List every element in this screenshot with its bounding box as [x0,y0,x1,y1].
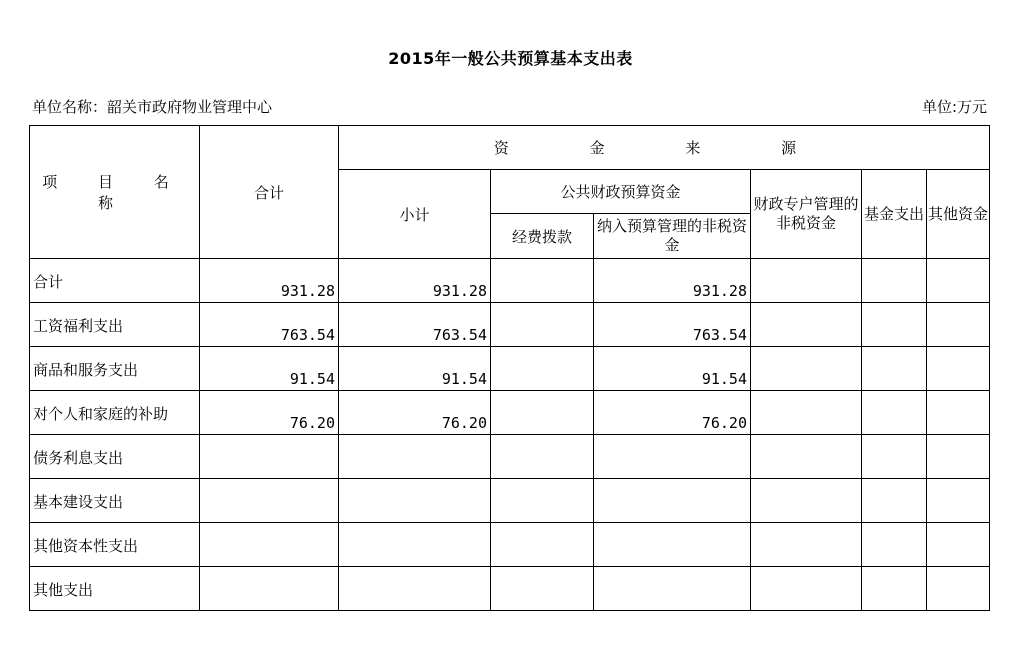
row-label: 工资福利支出 [30,303,200,347]
cell-fund-expense [862,523,927,567]
header-appropriation: 经费拨款 [491,214,594,259]
cell-fund-expense [862,435,927,479]
cell-special-nontax [751,567,862,611]
cell-appropriation [491,479,594,523]
cell-budget-nontax: 76.20 [594,391,751,435]
cell-fund-expense [862,259,927,303]
unit-name: 单位名称：韶关市政府物业管理中心 [32,98,273,116]
cell-subtotal [339,567,491,611]
row-label: 合计 [30,259,200,303]
cell-subtotal [339,435,491,479]
cell-fund-expense [862,567,927,611]
cell-total: 91.54 [200,347,339,391]
cell-budget-nontax [594,523,751,567]
cell-budget-nontax: 763.54 [594,303,751,347]
cell-budget-nontax [594,567,751,611]
cell-subtotal: 763.54 [339,303,491,347]
cell-budget-nontax: 931.28 [594,259,751,303]
cell-total [200,479,339,523]
page-title: 2015年一般公共预算基本支出表 [388,49,633,68]
table-row [30,479,990,523]
row-label: 商品和服务支出 [30,347,200,391]
cell-other-fund [927,479,990,523]
cell-total: 931.28 [200,259,339,303]
header-budget-nontax: 纳入预算管理的非税资金 [594,214,751,259]
row-label: 对个人和家庭的补助 [30,391,200,435]
table-row [30,347,990,391]
cell-fund-expense [862,347,927,391]
table-row [30,435,990,479]
cell-appropriation [491,303,594,347]
cell-subtotal: 76.20 [339,391,491,435]
header-item-name: 项 目 名 称 [30,126,200,259]
row-label: 其他资本性支出 [30,523,200,567]
row-label: 债务利息支出 [30,435,200,479]
cell-fund-expense [862,391,927,435]
cell-total [200,435,339,479]
cell-total [200,523,339,567]
cell-subtotal [339,523,491,567]
cell-special-nontax [751,347,862,391]
cell-total [200,567,339,611]
cell-other-fund [927,435,990,479]
cell-budget-nontax [594,479,751,523]
table-row [30,567,990,611]
cell-other-fund [927,391,990,435]
cell-other-fund [927,347,990,391]
table-row [30,391,990,435]
cell-appropriation [491,435,594,479]
header-special-nontax: 财政专户管理的非税资金 [751,170,862,259]
header-total: 合计 [200,126,339,259]
cell-budget-nontax [594,435,751,479]
cell-fund-expense [862,479,927,523]
cell-special-nontax [751,435,862,479]
header-other-fund: 其他资金 [927,170,990,259]
cell-other-fund [927,259,990,303]
unit-label: 单位:万元 [921,98,987,116]
cell-total: 763.54 [200,303,339,347]
header-public-finance: 公共财政预算资金 [491,170,751,214]
cell-fund-expense [862,303,927,347]
table-body [30,259,990,611]
row-label: 基本建设支出 [30,479,200,523]
header-fund-source: 资 金 来 源 [339,126,990,170]
table-header [30,126,990,259]
cell-subtotal [339,479,491,523]
cell-appropriation [491,259,594,303]
table-row [30,303,990,347]
cell-special-nontax [751,523,862,567]
cell-appropriation [491,567,594,611]
cell-other-fund [927,523,990,567]
cell-appropriation [491,523,594,567]
cell-appropriation [491,347,594,391]
budget-table [29,125,990,611]
cell-special-nontax [751,391,862,435]
cell-special-nontax [751,303,862,347]
cell-total: 76.20 [200,391,339,435]
header-fund-expense: 基金支出 [862,170,927,259]
cell-other-fund [927,567,990,611]
header-subtotal: 小计 [339,170,491,259]
cell-special-nontax [751,479,862,523]
row-label: 其他支出 [30,567,200,611]
cell-subtotal: 931.28 [339,259,491,303]
table-row [30,523,990,567]
cell-appropriation [491,391,594,435]
cell-subtotal: 91.54 [339,347,491,391]
table-row [30,259,990,303]
cell-special-nontax [751,259,862,303]
cell-other-fund [927,303,990,347]
cell-budget-nontax: 91.54 [594,347,751,391]
